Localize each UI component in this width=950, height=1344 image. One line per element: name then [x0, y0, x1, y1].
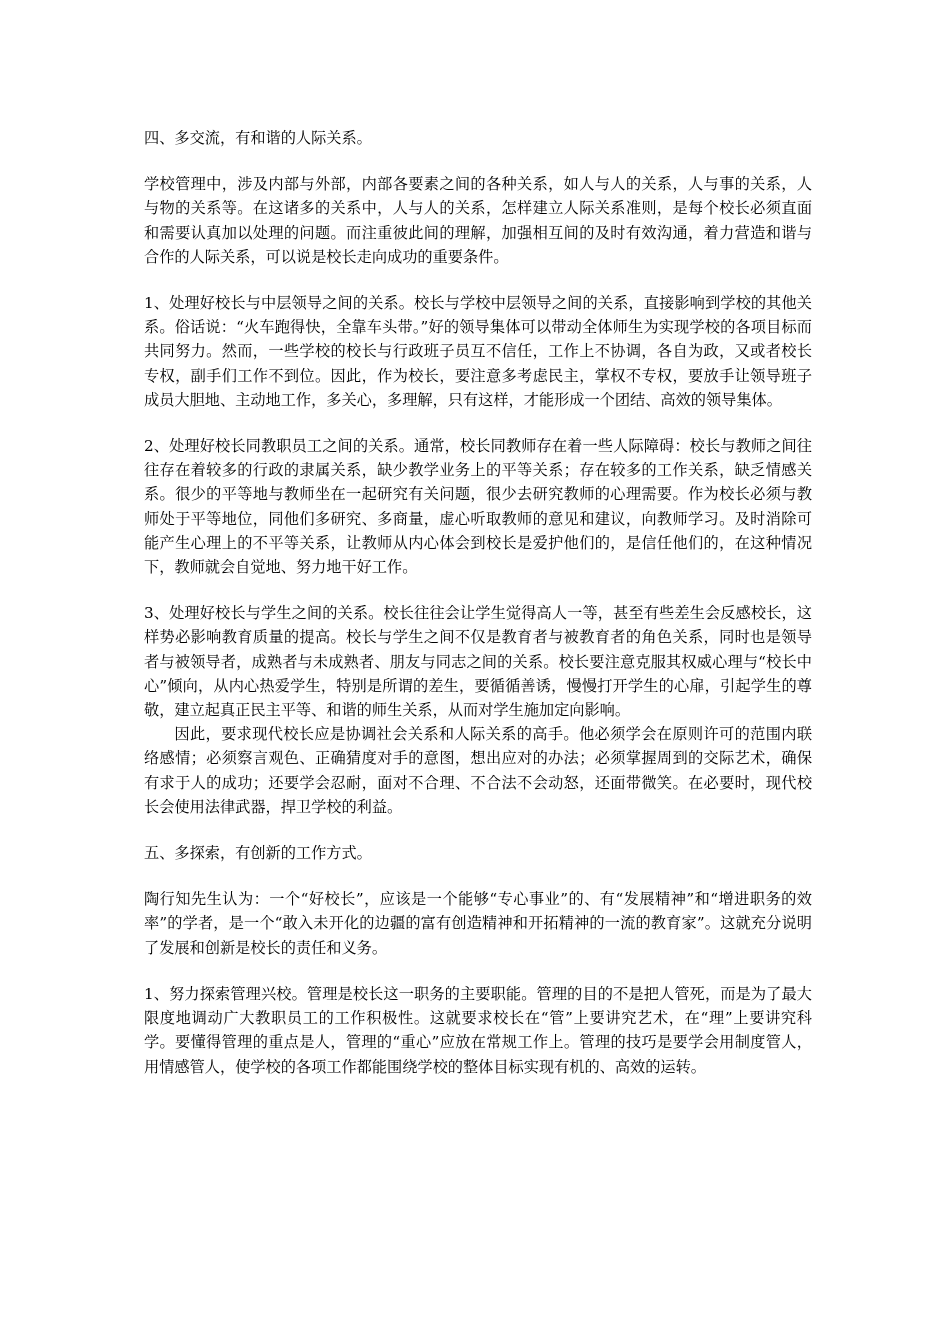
paragraph-gap: [144, 819, 812, 841]
paragraph-item-5-1: 1、努力探索管理兴校。管理是校长这一职务的主要职能。管理的目的不是把人管死，而是为了最大限度地调动广大教职员工的工作积极性。这就要求校长在“管”上要讲究艺术，在“理”上要讲究科学。要懂得管理的重点是人，管理的“重心”应放在常规工作上。管理的技巧是要学会用制度管人，用情感管人，使学校的各项工作都能围绕学校的整体目标实现有机的、高效的运转。: [144, 984, 812, 1076]
paragraph-item-1: 1、处理好校长与中层领导之间的关系。校长与学校中层领导之间的关系，直接影响到学校的其他关系。俗话说：“火车跑得快，全靠车头带。”好的领导集体可以带动全体师生为实现学校的各项目标而共同努力。然而，一些学校的校长与行政班子员互不信任，工作上不协调，各自为政，又或者校长专权，副手们工作不到位。因此，作为校长，要注意多考虑民主，掌权不专权，要放手让领导班子成员大胆地、主动地工作，多关心，多理解，只有这样，才能形成一个团结、高效的领导集体。: [144, 294, 812, 409]
paragraph-intro: 学校管理中，涉及内部与外部，内部各要素之间的各种关系，如人与人的关系，人与事的关系，人与物的关系等。在这诸多的关系中，人与人的关系，怎样建立人际关系准则，是每个校长必须直面和需要认真加以处理的问题。而注重彼此间的理解，加强相互间的及时有效沟通，着力营造和谐与合作的人际关系，可以说是校长走向成功的重要条件。: [144, 175, 812, 266]
paragraph-gap: [144, 150, 812, 172]
paragraph-gap: [144, 269, 812, 291]
paragraph-gap: [144, 412, 812, 434]
document-page: [144, 126, 812, 1079]
paragraph-item-2: 2、处理好校长同教职员工之间的关系。通常，校长同教师存在着一些人际障碍：校长与教师之间往往存在着较多的行政的隶属关系，缺少教学业务上的平等关系；存在较多的工作关系，缺乏情感关系。很少的平等地与教师坐在一起研究有关问题，很少去研究教师的心理需要。作为校长必须与教师处于平等地位，同他们多研究、多商量，虚心听取教师的意见和建议，向教师学习。及时消除可能产生心理上的不平等关系，让教师从内心体会到校长是爱护他们的，是信任他们的，在这种情况下，教师就会自觉地、努力地干好工作。: [144, 437, 812, 577]
paragraph-item-3: 3、处理好校长与学生之间的关系。校长往往会让学生觉得高人一等，甚至有些差生会反感校长，这样势必影响教育质量的提高。校长与学生之间不仅是教育者与被教育者的角色关系，同时也是领导者与被领导者，成熟者与未成熟者、朋友与同志之间的关系。校长要注意克服其权威心理与“校长中心”倾向，从内心热爱学生，特别是所谓的差生，要循循善诱，慢慢打开学生的心扉，引起学生的尊敬，建立起真正民主平等、和谐的师生关系，从而对学生施加定向影响。: [144, 604, 812, 720]
paragraph-quote: 陶行知先生认为：一个“好校长”，应该是一个能够“专心事业”的、有“发展精神”和“增进职务的效率”的学者，是一个“敢入未开化的边疆的富有创造精神和开拓精神的一流的教育家”。这就充分说明了发展和创新是校长的责任和义务。: [144, 890, 812, 957]
paragraph-conclusion: 因此，要求现代校长应是协调社会关系和人际关系的高手。他必须学会在原则许可的范围内联络感情；必须察言观色、正确猜度对手的意图，想出应对的办法；必须掌握周到的交际艺术，确保有求于人的成功；还要学会忍耐，面对不合理、不合法不会动怒，还面带微笑。在必要时，现代校长会使用法律武器，捍卫学校的利益。: [144, 725, 812, 816]
paragraph-gap: [144, 865, 812, 887]
paragraph-gap: [144, 579, 812, 601]
section-heading-5: 五、多探索，有创新的工作方式。: [144, 844, 372, 863]
paragraph-gap: [144, 960, 812, 982]
section-heading-4: 四、多交流，有和谐的人际关系。: [144, 129, 372, 147]
